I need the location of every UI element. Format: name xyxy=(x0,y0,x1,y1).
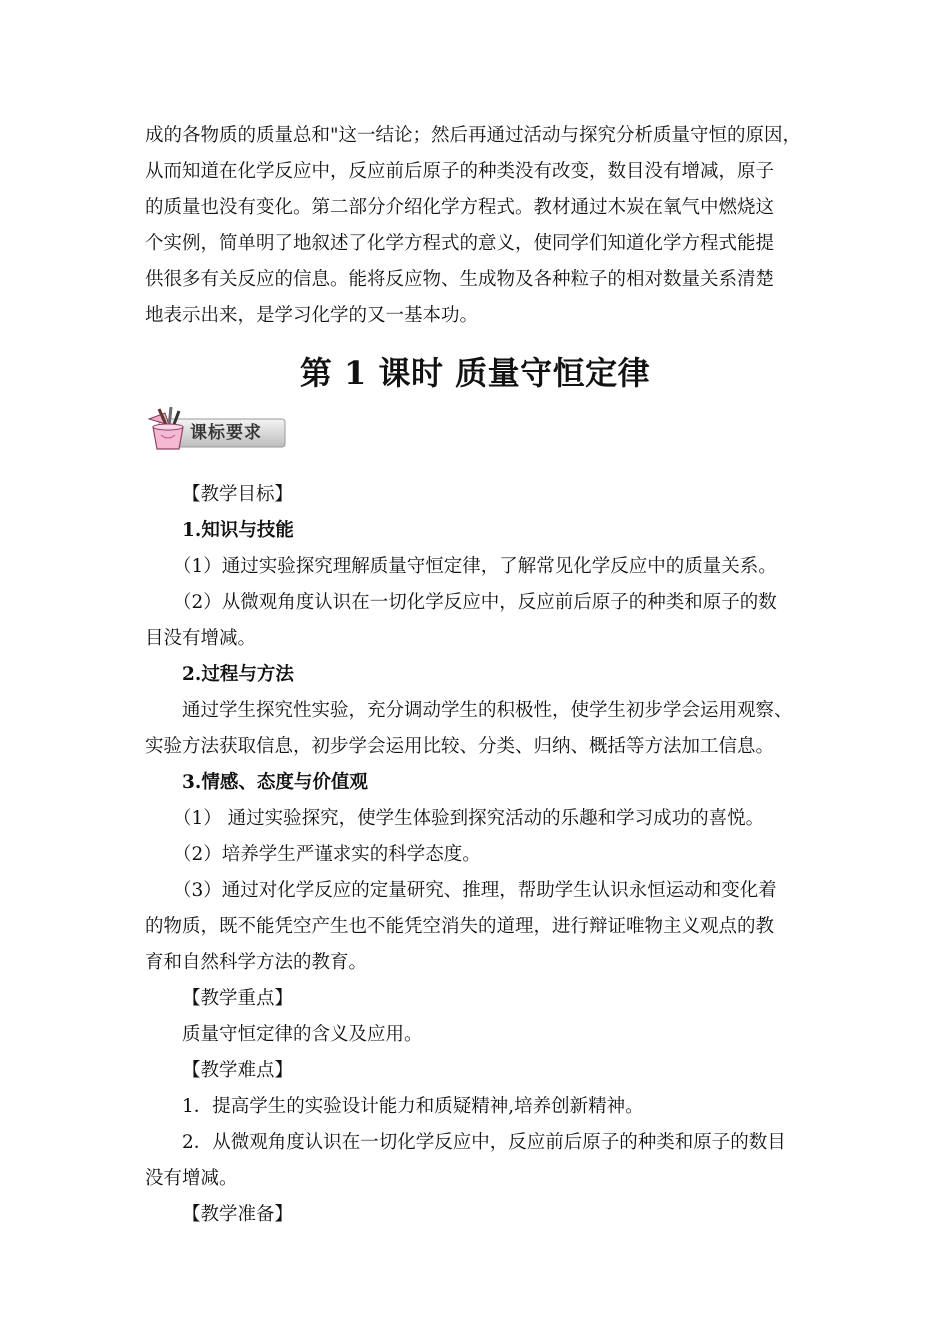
intro-line: 供很多有关反应的信息。能将反应物、生成物及各种粒子的相对数量关系清楚 xyxy=(145,269,775,290)
process-text-continued: 实验方法获取信息，初步学会运用比较、分类、归纳、概括等方法加工信息。 xyxy=(145,736,775,757)
emotion-item-continued: 育和自然科学方法的教育。 xyxy=(145,952,368,973)
process-text: 通过学生探究性实验，充分调动学生的积极性，使学生初步学会运用观察、 xyxy=(182,700,793,721)
intro-line: 地表示出来，是学习化学的又一基本功。 xyxy=(145,305,479,326)
difficulty-item-continued: 没有增减。 xyxy=(145,1168,238,1189)
intro-line: 个实例，简单明了地叙述了化学方程式的意义，使同学们知道化学方程式能提 xyxy=(145,233,775,254)
process-methods-heading: 2.过程与方法 xyxy=(182,664,294,685)
emotion-values-heading: 3.情感、态度与价值观 xyxy=(182,772,368,793)
lesson-title: 第 1 课时 质量守恒定律 xyxy=(299,354,651,392)
knowledge-item-continued: 目没有增减。 xyxy=(145,628,257,649)
curriculum-badge xyxy=(145,405,287,453)
knowledge-item: （2）从微观角度认识在一切化学反应中，反应前后原子的种类和原子的数 xyxy=(173,592,777,613)
key-points-text: 质量守恒定律的含义及应用。 xyxy=(182,1024,423,1045)
emotion-item: （1） 通过实验探究，使学生体验到探究活动的乐趣和学习成功的喜悦。 xyxy=(173,808,765,829)
intro-line: 的质量也没有变化。第二部分介绍化学方程式。教材通过木炭在氧气中燃烧这 xyxy=(145,197,775,218)
difficulties-heading: 【教学难点】 xyxy=(182,1060,294,1081)
emotion-item-continued: 的物质，既不能凭空产生也不能凭空消失的道理，进行辩证唯物主义观点的教 xyxy=(145,916,775,937)
curriculum-content xyxy=(145,477,810,1233)
intro-paragraph xyxy=(145,118,810,334)
preparation-heading: 【教学准备】 xyxy=(182,1204,294,1225)
intro-line: 成的各物质的质量总和"这一结论；然后再通过活动与探究分析质量守恒的原因， xyxy=(145,125,802,146)
key-points-heading: 【教学重点】 xyxy=(182,988,294,1009)
difficulty-item: 1．提高学生的实验设计能力和质疑精神,培养创新精神。 xyxy=(182,1096,644,1117)
emotion-item: （2）培养学生严谨求实的科学态度。 xyxy=(173,844,481,865)
intro-line: 从而知道在化学反应中，反应前后原子的种类没有改变，数目没有增减，原子 xyxy=(145,161,775,182)
badge-label: 课标要求 xyxy=(190,423,262,443)
difficulty-item: 2．从微观角度认识在一切化学反应中，反应前后原子的种类和原子的数目 xyxy=(182,1132,786,1153)
knowledge-skills-heading: 1.知识与技能 xyxy=(182,520,294,541)
emotion-item: （3）通过对化学反应的定量研究、推理，帮助学生认识永恒运动和变化着 xyxy=(173,880,777,901)
knowledge-item: （1）通过实验探究理解质量守恒定律，了解常见化学反应中的质量关系。 xyxy=(173,556,777,577)
teaching-goals-heading: 【教学目标】 xyxy=(182,484,294,505)
